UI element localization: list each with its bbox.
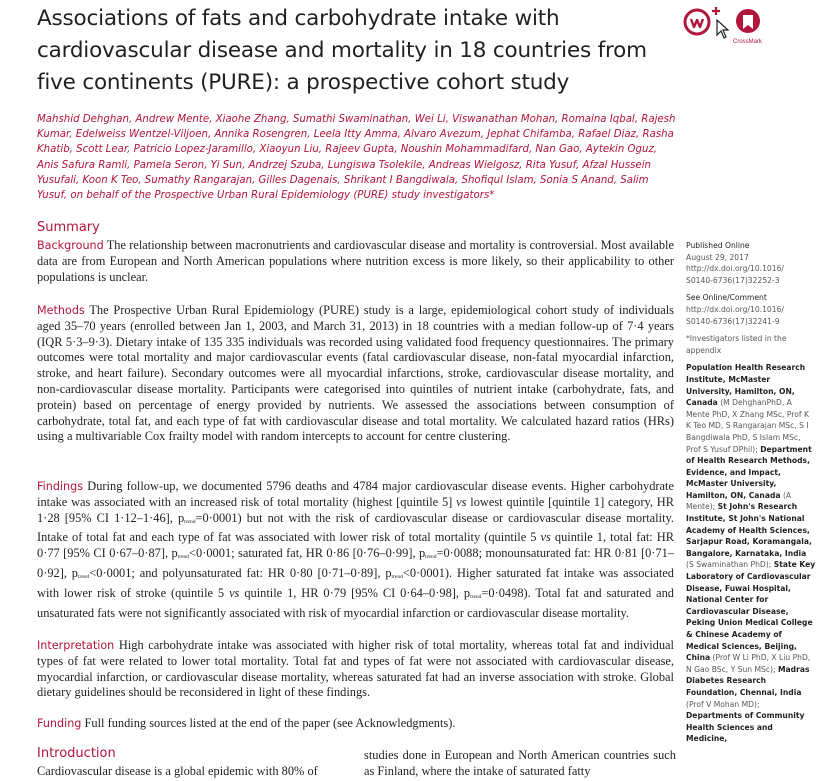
- findings-vs: vs: [229, 585, 240, 600]
- affiliation: Department of Health Research Methods, Evidence, and Impact, McMaster University, Hamilton, ON, Canada: [686, 444, 812, 500]
- funding-label: Funding: [37, 717, 82, 730]
- methods-label: Methods: [37, 304, 85, 317]
- published-doi[interactable]: S0140-6736(17)32252-3: [686, 275, 780, 285]
- background-text: The relationship between macronutrients and cardiovascular disease and mortality is controversial. Most available data are from European and North American populations where nutrition excess is more likely, so their applicability to other populations is unclear.: [37, 238, 674, 284]
- findings-vs: vs: [456, 494, 467, 509]
- findings-text: lowest quintile [quintile 1] category, HR 1·28 [95% CI 1·12–1·46], p: [37, 494, 674, 525]
- open-access-icon[interactable]: [683, 8, 711, 36]
- affiliation-people: (M DehghanPhD, A Mente PhD, X Zhang MSc, Prof K K Teo MD, S Rangarajan MSc, S I Bangdiwala PhD, S Islam MSc, Prof S Yusuf DPhil);: [686, 398, 809, 454]
- comment-doi[interactable]: S0140-6736(17)32241-9: [686, 316, 780, 326]
- affiliation-people: (Prof V Mohan MD);: [686, 699, 760, 709]
- affiliations: [686, 362, 816, 745]
- findings-text: <0·0001; saturated fat, HR 0·86 [0·76–0·99], p: [189, 546, 426, 561]
- abstract-findings: [37, 479, 674, 621]
- introduction-column-1: Cardiovascular disease is a global epidemic with 80% of: [37, 764, 318, 778]
- funding-text: Full funding sources listed at the end of the paper (see Acknowledgments).: [84, 716, 456, 730]
- cursor-icon: [716, 19, 730, 39]
- published-url[interactable]: http://dx.doi.org/10.1016/: [686, 264, 784, 274]
- findings-text: =0·0498). Total fat and saturated and unsaturated fats were not significantly associated with risk of myocardial infarction or cardiovascular disease mortality.: [37, 585, 674, 620]
- affiliation: Departments of Community Health Sciences and Medicine,: [686, 711, 805, 744]
- p-trend-subscript: trend: [184, 518, 196, 525]
- interpretation-text: High carbohydrate intake was associated with higher risk of total mortality, whereas total fat and individual types of fat were related to lower total mortality. Total fat and types of fat were not associated with cardiovascular disease, myocardial infarction, or cardiovascular disease mortality, whereas saturated fat had an inverse association with stroke. Global dietary guidelines should be reconsidered in light of these findings.: [37, 638, 674, 700]
- methods-text: The Prospective Urban Rural Epidemiology (PURE) study is a large, epidemiological cohort study of individuals aged 35–70 years (enrolled between Jan 1, 2003, and March 31, 2013) in 18 countries with a median follow-up of 7·4 years (IQR 5·3–9·3). Dietary intake of 135 335 individuals was recorded using validated food frequency questionnaires. The primary outcomes were total mortality and major cardiovascular events (fatal cardiovascular disease, non-fatal myocardial infarction, stroke, and heart failure). Secondary outcomes were all myocardial infarctions, stroke, cardiovascular disease mortality, and non-cardiovascular disease mortality. Participants were categorised into quintiles of nutrient intake (carbohydrate, fats, and protein) based on percentage of energy provided by nutrients. We assessed the associations between consumption of carbohydrate, total fat, and each type of fat with cardiovascular disease and total mortality. We calculated hazard ratios (HRs) using a multivariable Cox frailty model with random intercepts to account for centre clustering.: [37, 303, 674, 444]
- p-trend-subscript: trend: [391, 573, 403, 580]
- p-trend-subscript: trend: [78, 573, 90, 580]
- affiliation: Population Health Research Institute, McMaster University, Hamilton, ON, Canada: [686, 363, 806, 408]
- crossmark-label: CrossMark: [733, 39, 763, 45]
- findings-label: Findings: [37, 480, 84, 493]
- article-sidebar: [686, 240, 816, 751]
- article-badges: [683, 6, 803, 46]
- comment-block: [686, 292, 816, 327]
- findings-text: =0·0088; monounsaturated fat: HR 0·81 [0·71–0·92], p: [37, 546, 674, 580]
- findings-text: <0·0001; and polyunsaturated fat: HR 0·80 [0·71–0·89], p: [89, 565, 392, 580]
- affiliation-people: (Prof W Li PhD, X Liu PhD, N Gao BSc, Y Sun MSc);: [686, 653, 811, 674]
- comment-url[interactable]: http://dx.doi.org/10.1016/: [686, 304, 784, 314]
- findings-vs: vs: [540, 530, 551, 545]
- p-trend-subscript: trend: [470, 593, 482, 600]
- abstract-methods: [37, 303, 674, 445]
- affiliation-people: (S Swaminathan PhD);: [686, 560, 772, 570]
- affiliation: State Key Laboratory of Cardiovascular Disease, Fuwai Hospital, National Center for Cardiovascular Disease, Peking Union Medical College & Chinese Academy of Medical Sciences, Beijing, China: [686, 560, 816, 663]
- affiliation: St John's Research Institute, St John's National Academy of Health Sciences, Sarjapur Road, Koramangala, Bangalore, Karnataka, India: [686, 502, 812, 558]
- findings-text: During follow-up, we documented 5796 deaths and 4784 major cardiovascular disease events. Higher carbohydrate intake was associated with an increased risk of total mortality (highest [quintile 5]: [37, 479, 674, 509]
- author-list: Mahshid Dehghan, Andrew Mente, Xiaohe Zhang, Sumathi Swaminathan, Wei Li, Viswanathan Mohan, Romaina Iqbal, Rajesh Kumar, Edelweiss Wentzel-Viljoen, Annika Rosengren, Leela Itty Amma, Alvaro Avezum, Jephat Chifamba, Rafael Diaz, Rasha Khatib, Scott Lear, Patricio Lopez-Jaramillo, Xiaoyun Liu, Rajeev Gupta, Noushin Mohammadifard, Nan Gao, Aytekin Oguz, Anis Safura Ramli, Pamela Seron, Yi Sun, Andrzej Szuba, Lungiswa Tsolekile, Andreas Wielgosz, Rita Yusuf, Afzal Hussein Yusufali, Koon K Teo, Sumathy Rangarajan, Gilles Dagenais, Shrikant I Bangdiwala, Shofiqul Islam, Sonia S Anand, Salim Yusuf, on behalf of the Prospective Urban Rural Epidemiology (PURE) study investigators*: [37, 114, 676, 202]
- affiliation: Madras Diabetes Research Foundation, Chennai, India: [686, 664, 810, 697]
- summary-heading: Summary: [37, 220, 100, 235]
- published-label: Published Online: [686, 241, 750, 250]
- published-date: August 29, 2017: [686, 252, 749, 262]
- see-comment-label: See Online/Comment: [686, 293, 767, 303]
- abstract-interpretation: [37, 638, 674, 701]
- findings-text: =0·0001) but not with the risk of cardiovascular disease or cardiovascular disease mortality. Intake of total fat and each type of fat was associated with lower risk of total mortality (quintile 5: [37, 510, 674, 545]
- plus-icon: [711, 6, 721, 16]
- introduction-column-2: studies done in European and North American countries such as Finland, where the intake of saturated fatty: [364, 748, 676, 778]
- p-trend-subscript: trend: [177, 554, 190, 561]
- investigators-note: *Investigators listed in the appendix: [686, 334, 787, 355]
- published-online-block: [686, 240, 816, 286]
- interpretation-label: Interpretation: [37, 639, 115, 652]
- affiliation-people: (A Mente);: [686, 490, 792, 512]
- p-trend-subscript: trend: [425, 554, 437, 561]
- introduction-heading: Introduction: [37, 746, 116, 761]
- background-label: Background: [37, 239, 104, 252]
- article-title: Associations of fats and carbohydrate intake with cardiovascular disease and mortality in 18 countries from five continents (PURE): a prospective cohort study: [37, 6, 647, 95]
- findings-text: quintile 1, total fat: HR 0·77 [95% CI 0·67–0·87], p: [37, 530, 674, 561]
- findings-text: <0·0001). Higher saturated fat intake was associated with lower risk of stroke (quintile 5: [37, 565, 674, 600]
- findings-text: quintile 1, HR 0·79 [95% CI 0·64–0·98], p: [244, 585, 471, 600]
- abstract-background: [37, 238, 674, 285]
- crossmark-icon[interactable]: [735, 8, 761, 38]
- abstract-funding: [37, 716, 674, 732]
